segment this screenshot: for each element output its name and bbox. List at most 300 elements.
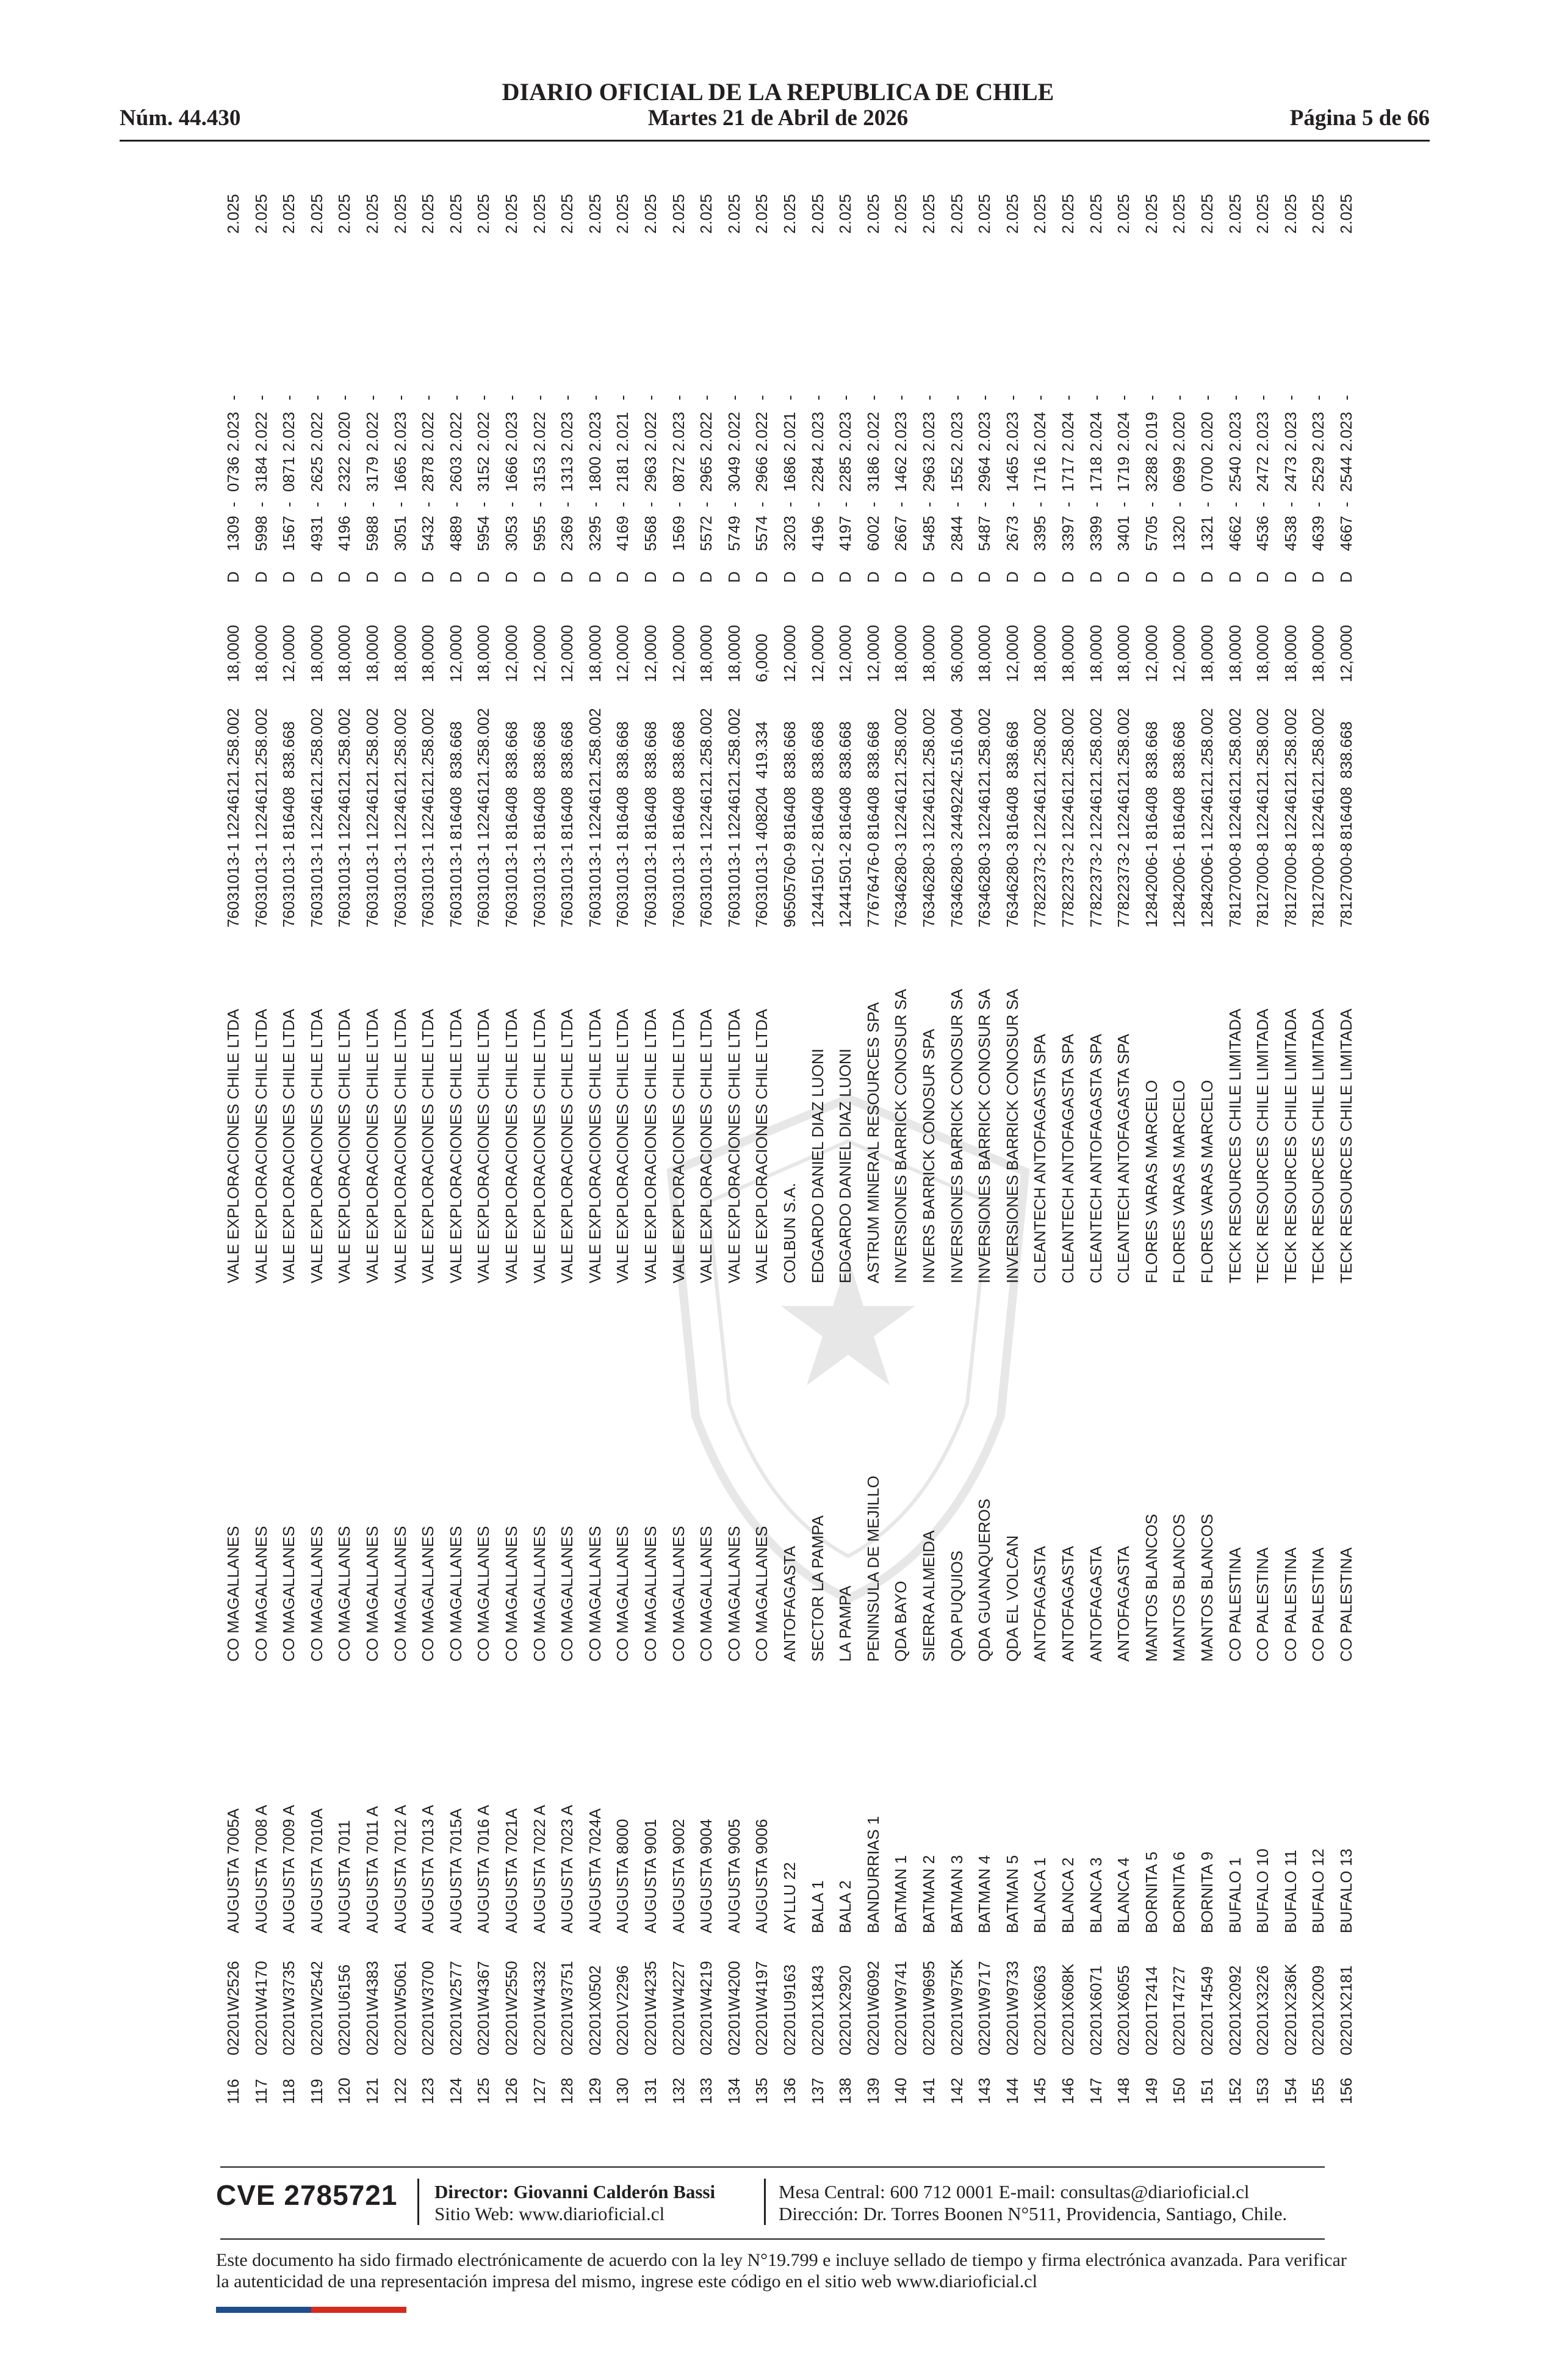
- separator: -: [836, 395, 855, 400]
- location: ANTOFAGASTA: [780, 1546, 799, 1662]
- value-1: 1224612: [251, 777, 270, 840]
- owner-rut: 78127000-8: [1309, 843, 1328, 928]
- value-3: 36,0000: [947, 625, 966, 682]
- designation: D: [1337, 571, 1355, 583]
- year: 2.025: [947, 193, 966, 234]
- value-3: 18,0000: [920, 625, 938, 682]
- owner-rut: 12441501-2: [808, 843, 827, 928]
- separator: -: [613, 395, 632, 400]
- location: QDA BAYO: [891, 1581, 910, 1662]
- location: CO MAGALLANES: [307, 1526, 326, 1662]
- separator: -: [530, 395, 549, 400]
- owner-name: VALE EXPLORACIONES CHILE LTDA: [446, 1009, 465, 1283]
- value-4: 5954: [474, 516, 493, 551]
- value-4: 3051: [391, 516, 409, 551]
- value-5: 2285: [836, 456, 855, 492]
- location: CO MAGALLANES: [641, 1526, 660, 1662]
- value-2: 1.258.002: [1031, 708, 1050, 779]
- owner-rut: 76031013-1: [641, 843, 660, 928]
- value-1: 1224612: [307, 777, 326, 840]
- owner-rut: 78127000-8: [1281, 843, 1300, 928]
- claim-name: BORNITA 6: [1170, 1852, 1189, 1933]
- flag-stripe-blue: [216, 2307, 311, 2313]
- separator: -: [474, 502, 493, 507]
- claim-name: BLANCA 3: [1086, 1857, 1105, 1933]
- value-6: 2.023: [558, 411, 577, 452]
- separator: -: [363, 502, 381, 507]
- year: 2.025: [335, 193, 354, 234]
- value-5: 2963: [641, 456, 660, 492]
- value-2: 1.258.002: [891, 708, 910, 779]
- designation: D: [446, 571, 465, 583]
- row-number: 135: [752, 2077, 771, 2104]
- claim-name: AUGUSTA 9002: [669, 1819, 688, 1933]
- value-4: 2844: [947, 516, 966, 551]
- separator: -: [1003, 502, 1021, 507]
- value-6: 2.024: [1086, 411, 1105, 452]
- value-1: 816408: [863, 787, 882, 840]
- year: 2.025: [1253, 193, 1272, 234]
- year: 2.025: [975, 193, 994, 234]
- contact-info: Mesa Central: 600 712 0001 E-mail: consultas@diarioficial.cl: [779, 2181, 1250, 2202]
- value-2: 1.258.002: [363, 708, 381, 779]
- value-1: 1224612: [920, 777, 938, 840]
- owner-name: ASTRUM MINERAL RESOURCES SPA: [863, 1002, 882, 1283]
- year: 2.025: [641, 193, 660, 234]
- value-3: 12,0000: [1337, 625, 1355, 682]
- value-2: 838.668: [1142, 721, 1161, 779]
- separator: -: [724, 502, 743, 507]
- claim-code: 02201W9695: [920, 1961, 938, 2055]
- value-1: 1224612: [585, 777, 604, 840]
- designation: D: [474, 571, 493, 583]
- value-4: 5485: [920, 516, 938, 551]
- separator: -: [920, 395, 938, 400]
- value-3: 12,0000: [446, 625, 465, 682]
- designation: D: [1003, 571, 1021, 583]
- designation: D: [307, 571, 326, 583]
- table-row: [665, 175, 693, 2116]
- value-2: 1.258.002: [1114, 708, 1133, 779]
- year: 2.025: [558, 193, 577, 234]
- value-5: 2181: [613, 456, 632, 492]
- owner-rut: 77822373-2: [1086, 843, 1105, 928]
- claim-code: 02201U9163: [780, 1964, 799, 2055]
- designation: D: [697, 571, 716, 583]
- value-3: 18,0000: [1114, 625, 1133, 682]
- row-number: 151: [1198, 2077, 1216, 2104]
- value-1: 1224612: [1086, 777, 1105, 840]
- table-row: [1082, 175, 1110, 2116]
- value-6: 2.021: [780, 411, 799, 452]
- value-1: 816408: [780, 787, 799, 840]
- value-6: 2.023: [224, 411, 242, 452]
- designation: D: [1086, 571, 1105, 583]
- separator: -: [391, 502, 409, 507]
- claim-code: 02201W975K: [947, 1959, 966, 2055]
- value-4: 2369: [558, 516, 577, 551]
- table-row: [498, 175, 525, 2116]
- value-3: 12,0000: [780, 625, 799, 682]
- value-3: 12,0000: [502, 625, 520, 682]
- value-5: 1465: [1003, 456, 1021, 492]
- owner-rut: 76031013-1: [279, 843, 298, 928]
- separator: -: [752, 502, 771, 507]
- value-6: 2.022: [251, 411, 270, 452]
- separator: -: [1337, 502, 1355, 507]
- claim-code: 02201W5061: [391, 1961, 409, 2055]
- owner-name: INVERSIONES BARRICK CONOSUR SA: [975, 989, 994, 1283]
- value-6: 2.023: [975, 411, 994, 452]
- table-row: [1333, 175, 1360, 2116]
- claim-name: BORNITA 9: [1198, 1852, 1216, 1933]
- table-row: [275, 175, 303, 2116]
- designation: D: [891, 571, 910, 583]
- row-number: 120: [335, 2077, 354, 2104]
- value-6: 2.022: [530, 411, 549, 452]
- value-2: 1.258.002: [1059, 708, 1077, 779]
- table-row: [414, 175, 442, 2116]
- claim-name: AUGUSTA 7010A: [307, 1808, 326, 1933]
- value-3: 18,0000: [1281, 625, 1300, 682]
- year: 2.025: [613, 193, 632, 234]
- value-6: 2.023: [1309, 411, 1328, 452]
- location: MANTOS BLANCOS: [1198, 1513, 1216, 1662]
- separator: -: [1114, 395, 1133, 400]
- owner-name: TECK RESOURCES CHILE LIMITADA: [1281, 1008, 1300, 1283]
- claim-code: 02201T2414: [1142, 1966, 1161, 2055]
- value-6: 2.024: [1031, 411, 1050, 452]
- claim-code: 02201W4367: [474, 1961, 493, 2055]
- value-5: 2284: [808, 456, 827, 492]
- separator: -: [446, 502, 465, 507]
- claim-name: AUGUSTA 7012 A: [391, 1805, 409, 1933]
- claim-code: 02201W3735: [279, 1961, 298, 2055]
- location: CO MAGALLANES: [697, 1526, 716, 1662]
- value-2: 838.668: [808, 721, 827, 779]
- designation: D: [1281, 571, 1300, 583]
- claim-code: 02201X6055: [1114, 1965, 1133, 2055]
- value-6: 2.024: [1114, 411, 1133, 452]
- separator: -: [1142, 502, 1161, 507]
- owner-rut: 76031013-1: [474, 843, 493, 928]
- year: 2.025: [1198, 193, 1216, 234]
- value-1: 1224612: [474, 777, 493, 840]
- value-5: 3184: [251, 456, 270, 492]
- value-5: 2322: [335, 456, 354, 492]
- designation: D: [808, 571, 827, 583]
- row-number: 118: [279, 2079, 298, 2104]
- owner-name: TECK RESOURCES CHILE LIMITADA: [1253, 1008, 1272, 1283]
- table-row: [442, 175, 470, 2116]
- value-3: 18,0000: [419, 625, 438, 682]
- designation: D: [613, 571, 632, 583]
- value-1: 1224612: [391, 777, 409, 840]
- year: 2.025: [419, 193, 438, 234]
- claim-code: 02201W4332: [530, 1961, 549, 2055]
- value-6: 2.022: [307, 411, 326, 452]
- location: SIERRA ALMEIDA: [920, 1530, 938, 1662]
- value-1: 1224612: [724, 777, 743, 840]
- owner-name: VALE EXPLORACIONES CHILE LTDA: [530, 1009, 549, 1283]
- location: CO MAGALLANES: [363, 1526, 381, 1662]
- value-6: 2.023: [920, 411, 938, 452]
- value-5: 3153: [530, 456, 549, 492]
- table-row: [248, 175, 275, 2116]
- location: CO MAGALLANES: [502, 1526, 520, 1662]
- owner-rut: 12441501-2: [836, 843, 855, 928]
- year: 2.025: [1003, 193, 1021, 234]
- claim-name: BUFALO 11: [1281, 1850, 1300, 1933]
- table-row: [1054, 175, 1082, 2116]
- designation: D: [863, 571, 882, 583]
- value-1: 816408: [279, 787, 298, 840]
- table-row: [860, 175, 887, 2116]
- separator: -: [975, 502, 994, 507]
- designation: D: [530, 571, 549, 583]
- value-3: 18,0000: [251, 625, 270, 682]
- owner-name: CLEANTECH ANTOFAGASTA SPA: [1031, 1034, 1050, 1283]
- value-6: 2.022: [641, 411, 660, 452]
- owner-name: INVERSIONES BARRICK CONOSUR SA: [1003, 989, 1021, 1283]
- value-4: 5705: [1142, 516, 1161, 551]
- claim-name: AUGUSTA 7011: [335, 1820, 354, 1933]
- table-row: [943, 175, 971, 2116]
- separator: -: [1281, 502, 1300, 507]
- owner-rut: 96505760-9: [780, 843, 799, 928]
- value-3: 12,0000: [836, 625, 855, 682]
- location: CO MAGALLANES: [474, 1526, 493, 1662]
- owner-rut: 12842006-1: [1198, 843, 1216, 928]
- footer-separator: [417, 2179, 419, 2225]
- separator: -: [891, 395, 910, 400]
- value-4: 3397: [1059, 516, 1077, 551]
- separator: -: [641, 502, 660, 507]
- claim-name: BUFALO 10: [1253, 1848, 1272, 1933]
- row-number: 150: [1170, 2077, 1189, 2104]
- year: 2.025: [1059, 193, 1077, 234]
- claim-code: 02201W2550: [502, 1961, 520, 2055]
- owner-rut: 77822373-2: [1114, 843, 1133, 928]
- claim-code: 02201W4383: [363, 1961, 381, 2055]
- table-row: [220, 175, 247, 2116]
- value-6: 2.023: [836, 411, 855, 452]
- value-1: 1224612: [419, 777, 438, 840]
- location: QDA EL VOLCAN: [1003, 1535, 1021, 1662]
- separator: -: [947, 395, 966, 400]
- value-6: 2.022: [697, 411, 716, 452]
- claim-name: AUGUSTA 7008 A: [251, 1805, 270, 1933]
- separator: -: [669, 395, 688, 400]
- value-4: 5487: [975, 516, 994, 551]
- value-2: 1.258.002: [697, 708, 716, 779]
- value-2: 838.668: [446, 721, 465, 779]
- claim-code: 02201X236K: [1281, 1963, 1300, 2055]
- value-3: 18,0000: [335, 625, 354, 682]
- claim-name: AUGUSTA 7024A: [585, 1808, 604, 1933]
- row-number: 124: [446, 2077, 465, 2104]
- row-number: 146: [1059, 2077, 1077, 2104]
- claim-name: AUGUSTA 7021A: [502, 1808, 520, 1933]
- value-3: 18,0000: [697, 625, 716, 682]
- value-1: 1224612: [975, 777, 994, 840]
- designation: D: [251, 571, 270, 583]
- table-row: [470, 175, 497, 2116]
- separator: -: [363, 395, 381, 400]
- owner-name: TECK RESOURCES CHILE LIMITADA: [1309, 1008, 1328, 1283]
- value-5: 1717: [1059, 456, 1077, 492]
- legal-notice: Este documento ha sido firmado electrónicamente de acuerdo con la ley N°19.799 e incluye sellado de tiempo y firma electrónica avanzada. Para verificar la autenticidad de una representación impresa del mismo, ingrese este código en el sitio web www.diarioficial.cl: [216, 2250, 1347, 2292]
- claim-name: AYLLU 22: [780, 1862, 799, 1933]
- table-row: [1026, 175, 1054, 2116]
- value-5: 3152: [474, 456, 493, 492]
- value-6: 2.023: [391, 411, 409, 452]
- claim-code: 02201X0502: [585, 1965, 604, 2055]
- value-2: 838.668: [613, 721, 632, 779]
- owner-name: VALE EXPLORACIONES CHILE LTDA: [697, 1009, 716, 1283]
- location: ANTOFAGASTA: [1059, 1546, 1077, 1662]
- designation: D: [363, 571, 381, 583]
- value-3: 12,0000: [1003, 625, 1021, 682]
- table-row: [971, 175, 998, 2116]
- separator: -: [920, 502, 938, 507]
- flag-stripe-red: [311, 2307, 406, 2313]
- separator: -: [558, 395, 577, 400]
- claim-name: BATMAN 2: [920, 1855, 938, 1933]
- designation: D: [1114, 571, 1133, 583]
- value-4: 2673: [1003, 516, 1021, 551]
- table-row: [1277, 175, 1305, 2116]
- value-1: 1224612: [1114, 777, 1133, 840]
- value-4: 3401: [1114, 516, 1133, 551]
- row-number: 140: [891, 2077, 910, 2104]
- claim-name: BLANCA 4: [1114, 1857, 1133, 1933]
- row-number: 128: [558, 2077, 577, 2104]
- owner-rut: 76346280-3: [920, 843, 938, 928]
- row-number: 129: [585, 2077, 604, 2104]
- value-2: 1.258.002: [307, 708, 326, 779]
- year: 2.025: [920, 193, 938, 234]
- footer-separator: [764, 2179, 766, 2225]
- owner-rut: 77676476-0: [863, 843, 882, 928]
- value-4: 4536: [1253, 516, 1272, 551]
- table-row: [359, 175, 386, 2116]
- value-4: 5749: [724, 516, 743, 551]
- value-4: 4667: [1337, 516, 1355, 551]
- value-6: 2.022: [724, 411, 743, 452]
- value-3: 12,0000: [530, 625, 549, 682]
- value-2: 1.258.002: [1309, 708, 1328, 779]
- value-4: 4889: [446, 516, 465, 551]
- row-number: 127: [530, 2077, 549, 2104]
- location: CO MAGALLANES: [251, 1526, 270, 1662]
- value-6: 2.020: [1170, 411, 1189, 452]
- owner-name: VALE EXPLORACIONES CHILE LTDA: [558, 1009, 577, 1283]
- separator: -: [641, 395, 660, 400]
- owner-rut: 78127000-8: [1337, 843, 1355, 928]
- value-4: 5955: [530, 516, 549, 551]
- claims-table: [220, 175, 1355, 2116]
- location: ANTOFAGASTA: [1086, 1546, 1105, 1662]
- row-number: 149: [1142, 2077, 1161, 2104]
- designation: D: [920, 571, 938, 583]
- separator: -: [780, 502, 799, 507]
- issue-number: Núm. 44.430: [120, 106, 241, 131]
- year: 2.025: [780, 193, 799, 234]
- claim-code: 02201V2296: [613, 1965, 632, 2055]
- value-4: 3203: [780, 516, 799, 551]
- year: 2.025: [1309, 193, 1328, 234]
- value-5: 1552: [947, 456, 966, 492]
- newspaper-title: DIARIO OFICIAL DE LA REPUBLICA DE CHILE: [502, 78, 1054, 106]
- value-1: 816408: [1337, 787, 1355, 840]
- value-3: 18,0000: [363, 625, 381, 682]
- separator: -: [808, 395, 827, 400]
- owner-name: TECK RESOURCES CHILE LIMITADA: [1225, 1008, 1244, 1283]
- row-number: 131: [641, 2077, 660, 2104]
- location: CO PALESTINA: [1225, 1547, 1244, 1662]
- claim-code: 02201W9717: [975, 1961, 994, 2055]
- value-6: 2.023: [1003, 411, 1021, 452]
- value-2: 838.668: [836, 721, 855, 779]
- value-4: 4662: [1225, 516, 1244, 551]
- value-5: 3186: [863, 456, 882, 492]
- row-number: 119: [307, 2079, 326, 2104]
- value-1: 408204: [752, 787, 771, 840]
- value-1: 816408: [613, 787, 632, 840]
- owner-rut: 76031013-1: [307, 843, 326, 928]
- claim-name: AUGUSTA 7016 A: [474, 1805, 493, 1933]
- value-6: 2.023: [1337, 411, 1355, 452]
- value-6: 2.022: [446, 411, 465, 452]
- value-6: 2.023: [669, 411, 688, 452]
- value-6: 2.021: [613, 411, 632, 452]
- owner-rut: 76031013-1: [224, 843, 242, 928]
- location: CO MAGALLANES: [585, 1526, 604, 1662]
- owner-name: CLEANTECH ANTOFAGASTA SPA: [1114, 1034, 1133, 1283]
- value-1: 1224612: [1198, 777, 1216, 840]
- table-row: [303, 175, 331, 2116]
- value-4: 4931: [307, 516, 326, 551]
- designation: D: [947, 571, 966, 583]
- value-5: 2472: [1253, 456, 1272, 492]
- separator: -: [613, 502, 632, 507]
- owner-rut: 76031013-1: [613, 843, 632, 928]
- value-2: 838.668: [279, 721, 298, 779]
- owner-rut: 76031013-1: [530, 843, 549, 928]
- website-link[interactable]: Sitio Web: www.diarioficial.cl: [434, 2203, 665, 2224]
- separator: -: [697, 395, 716, 400]
- year: 2.025: [585, 193, 604, 234]
- table-row: [637, 175, 665, 2116]
- location: ANTOFAGASTA: [1031, 1546, 1050, 1662]
- value-4: 4196: [808, 516, 827, 551]
- separator: -: [780, 395, 799, 400]
- year: 2.025: [669, 193, 688, 234]
- value-2: 838.668: [558, 721, 577, 779]
- cve-code: CVE 2785721: [216, 2179, 398, 2211]
- row-number: 117: [251, 2079, 270, 2104]
- owner-rut: 77822373-2: [1031, 843, 1050, 928]
- value-3: 18,0000: [724, 625, 743, 682]
- value-6: 2.023: [808, 411, 827, 452]
- claim-name: AUGUSTA 9005: [724, 1819, 743, 1933]
- value-5: 2963: [920, 456, 938, 492]
- row-number: 153: [1253, 2077, 1272, 2104]
- table-row: [582, 175, 609, 2116]
- separator: -: [1309, 395, 1328, 400]
- designation: D: [1225, 571, 1244, 583]
